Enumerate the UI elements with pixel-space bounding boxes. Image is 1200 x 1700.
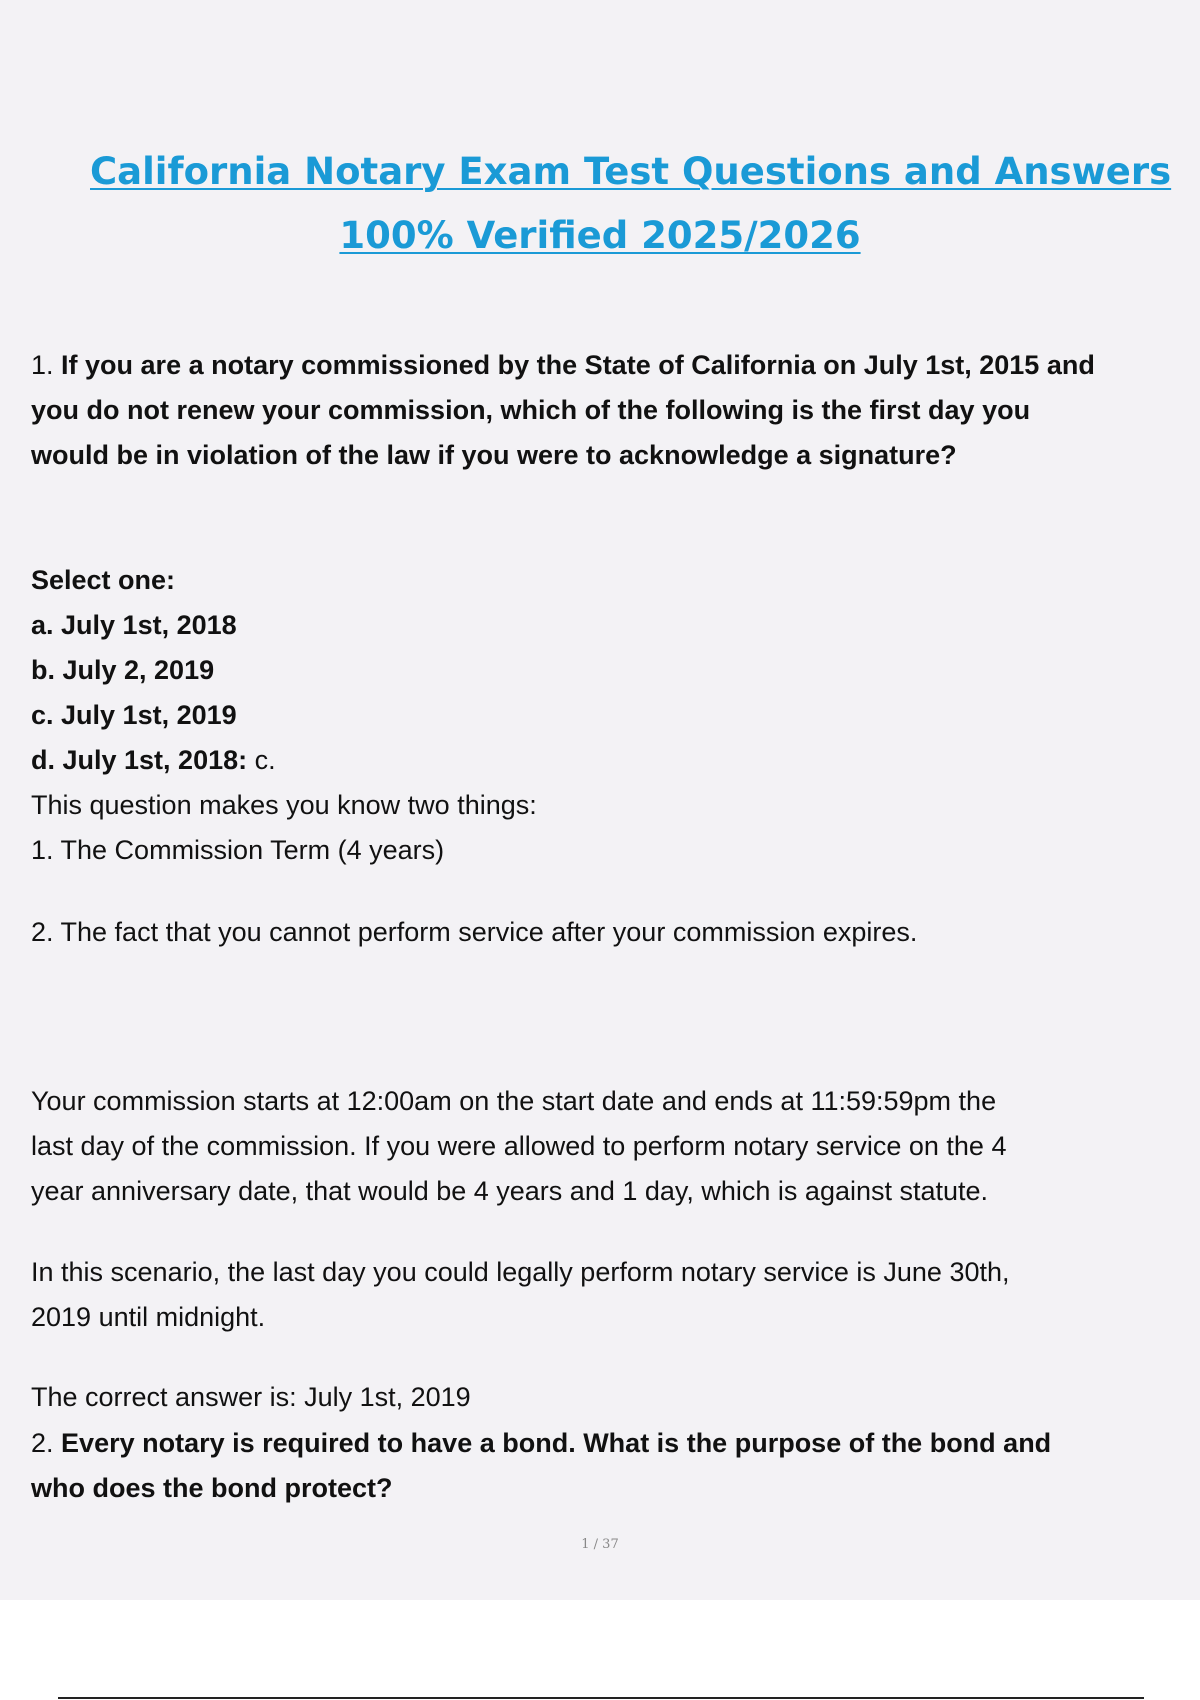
question-2-number: 2. <box>31 1428 54 1458</box>
option-answer-suffix: c. <box>247 745 276 775</box>
explanation-intro: This question makes you know two things: <box>31 790 537 820</box>
title-line-2: 100% Verified 2025/2026 <box>339 214 861 257</box>
paragraph-1-line-3: year anniversary date, that would be 4 years and 1 day, which is against statute. <box>31 1176 989 1206</box>
question-2 <box>31 1421 1200 1511</box>
question-1-line-1: If you are a notary commissioned by the State of California on July 1st, 2015 and <box>61 350 1095 380</box>
paragraph-2-line-1: In this scenario, the last day you could legally perform notary service is June 30th, <box>31 1257 1010 1287</box>
question-2-line-1: Every notary is required to have a bond. What is the purpose of the bond and <box>61 1428 1052 1458</box>
paragraph-2-line-2: 2019 until midnight. <box>31 1302 266 1332</box>
option-b: b. July 2, 2019 <box>31 655 215 685</box>
question-1-number: 1. <box>31 350 54 380</box>
option-c: c. July 1st, 2019 <box>31 700 237 730</box>
paragraph-1-line-1: Your commission starts at 12:00am on the start date and ends at 11:59:59pm the <box>31 1086 997 1116</box>
question-2-line-2: who does the bond protect? <box>31 1473 393 1503</box>
question-1-line-2: you do not renew your commission, which of the following is the first day you <box>31 395 1031 425</box>
option-d: d. July 1st, 2018: <box>31 745 248 775</box>
paragraph-1 <box>31 1079 1200 1214</box>
option-d-row <box>31 738 1200 783</box>
title-line-1: California Notary Exam Test Questions and Answers <box>90 150 1172 193</box>
document-title <box>0 140 1200 268</box>
question-1 <box>31 343 1200 478</box>
bottom-divider <box>58 1697 1144 1699</box>
page-number: 1 / 37 <box>581 1537 619 1552</box>
paragraph-2 <box>31 1250 1200 1340</box>
question-1-line-3: would be in violation of the law if you were to acknowledge a signature? <box>31 440 957 470</box>
paragraph-1-line-2: last day of the commission. If you were allowed to perform notary service on the 4 <box>31 1131 1007 1161</box>
explanation-point-1: 1. The Commission Term (4 years) <box>31 835 445 865</box>
explanation-point-2: 2. The fact that you cannot perform service after your commission expires. <box>31 917 918 947</box>
correct-answer: The correct answer is: July 1st, 2019 <box>31 1382 471 1412</box>
option-a: a. July 1st, 2018 <box>31 610 237 640</box>
select-label: Select one: <box>31 565 176 595</box>
answer-options <box>31 558 1200 873</box>
